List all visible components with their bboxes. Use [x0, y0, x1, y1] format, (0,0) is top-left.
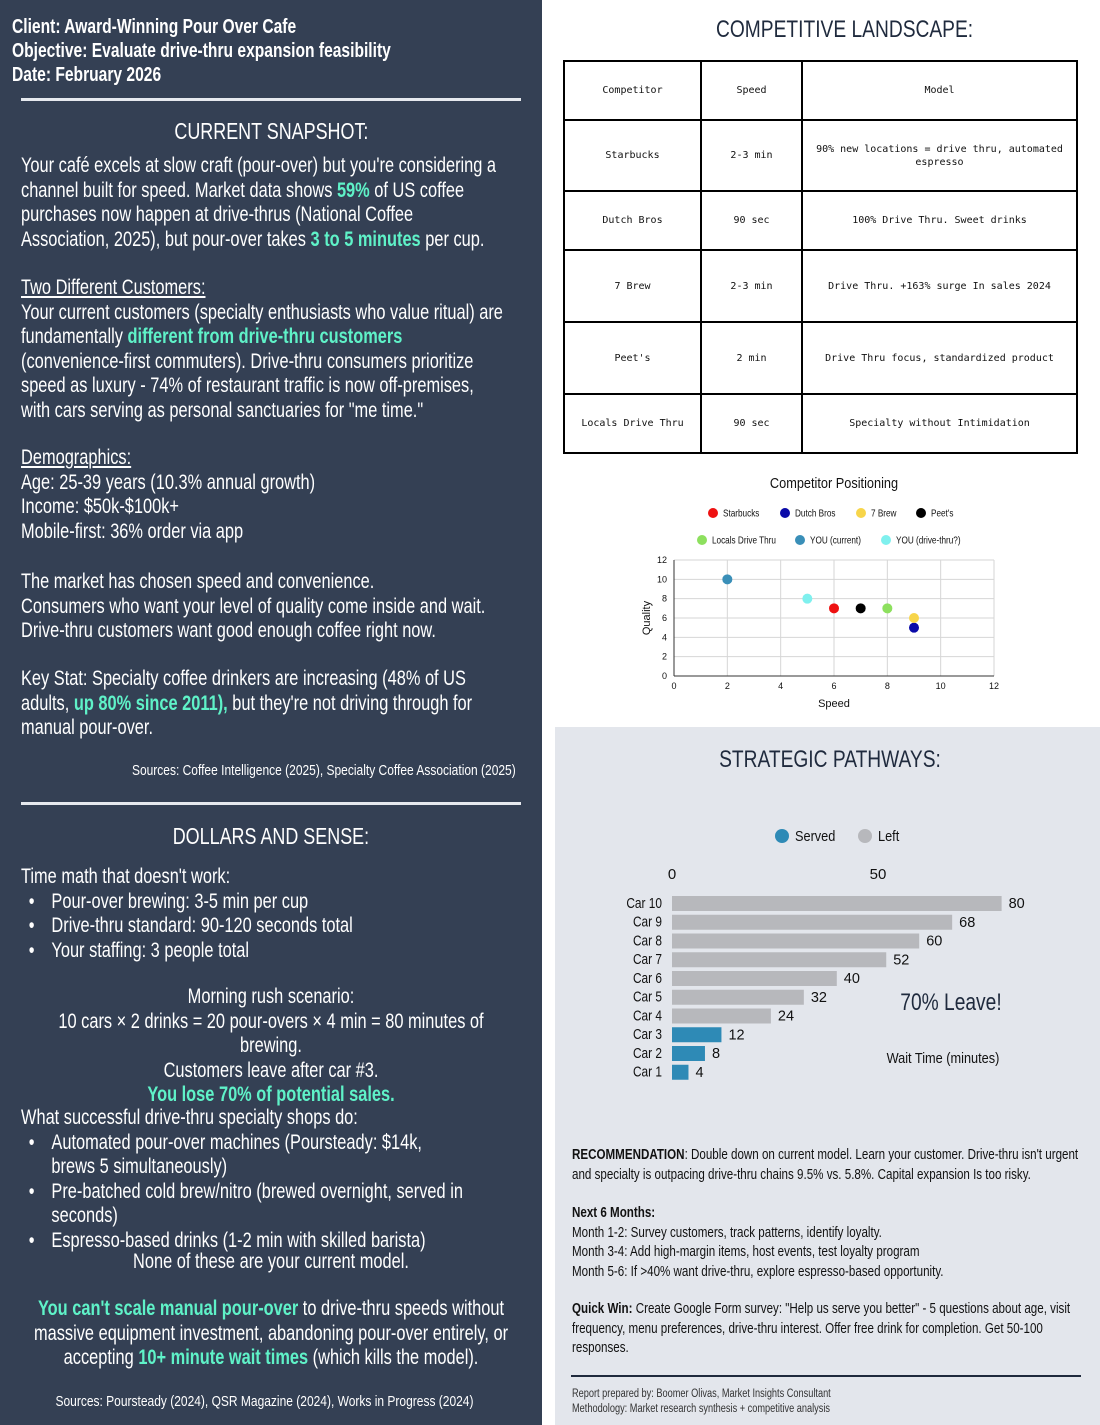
data-label: 32: [810, 989, 827, 1006]
chart-legend: [775, 827, 899, 844]
bar: [672, 990, 804, 1005]
legend-label: YOU (drive-thru?): [896, 534, 961, 546]
list-item: • Your staffing: 3 people total: [21, 939, 505, 964]
category-label: Car 6: [632, 969, 662, 987]
x-axis-label: Speed: [818, 698, 850, 710]
column-header: Speed: [701, 61, 802, 120]
category-label: Car 7: [632, 951, 662, 968]
snapshot-sources: Sources: Coffee Intelligence (2025), Specialty Coffee Association (2025): [132, 762, 516, 779]
client-line: Client: Award-Winning Pour Over Cafe: [12, 16, 297, 38]
x-tick-label: 0: [671, 681, 677, 691]
competitive-title: COMPETITIVE LANDSCAPE:: [716, 16, 974, 43]
x-tick-label: 10: [935, 681, 946, 691]
data-point: [802, 594, 812, 604]
date-line: Date: February 2026: [12, 64, 162, 86]
y-axis-label: Quality: [641, 600, 653, 636]
chart-annotation: 70% Leave!: [900, 987, 1002, 1016]
objective-line: Objective: Evaluate drive-thru expansion feasibility: [12, 40, 391, 62]
competitor-table: [563, 60, 1078, 454]
next-six-months: [572, 1204, 1092, 1282]
demographics-section: Demographics: Age: 25-39 years (10.3% annual growth) Income: $50k-$100k+ Mobile-first: 36% order via app: [21, 446, 316, 543]
bar: [672, 934, 919, 949]
x-tick-label: 8: [884, 681, 890, 691]
list-item: • Pour-over brewing: 3-5 min per cup: [21, 890, 505, 915]
legend-marker: [780, 508, 790, 518]
table-cell: 2 min: [701, 322, 802, 394]
list-item: • Espresso-based drinks (1-2 min with skilled barista): [21, 1229, 505, 1254]
market-section: The market has chosen speed and convenience. Consumers who want your level of quality come inside and wait. Drive-thru customers want good enough coffee right now.: [21, 570, 486, 642]
data-point: [882, 603, 892, 613]
y-tick-label: 12: [656, 555, 667, 565]
chart-ticks: [668, 866, 887, 883]
y-tick-label: 10: [656, 574, 667, 585]
data-label: 4: [695, 1064, 704, 1081]
data-label: 24: [777, 1008, 795, 1025]
x-tick-label: 6: [831, 681, 837, 691]
report-footer: Report prepared by: Boomer Olivas, Market Insights Consultant Methodology: Market research synthesis + competitive analysis: [572, 1388, 831, 1415]
category-label: Car 9: [632, 913, 662, 931]
strategic-pathways-panel: [555, 727, 1100, 1425]
legend-label: Peet's: [931, 507, 954, 519]
y-tick-label: 8: [661, 593, 667, 604]
divider: [571, 1375, 1081, 1377]
legend-label: 7 Brew: [871, 507, 897, 519]
table-cell: 2-3 min: [701, 250, 802, 322]
none-current-model: None of these are your current model.: [133, 1250, 409, 1273]
chart-title: Competitor Positioning: [769, 473, 899, 492]
divider: [21, 802, 521, 805]
table-header-row: [564, 61, 1077, 120]
data-label: 80: [1008, 896, 1025, 912]
chart-legend: [697, 508, 961, 546]
dollars-sources: Sources: Poursteady (2024), QSR Magazine (2024), Works in Progress (2024): [55, 1393, 473, 1410]
left-panel: [0, 0, 542, 1425]
bar: [672, 1065, 688, 1080]
table-row: [564, 322, 1077, 394]
chart-points: [722, 574, 919, 632]
x-tick-label: 2: [724, 681, 730, 691]
shops-section: [21, 1106, 505, 1253]
column-header: Competitor: [564, 61, 701, 120]
customers-heading: Two Different Customers:: [21, 276, 206, 299]
category-label: Car 8: [632, 932, 662, 949]
legend-marker: [858, 829, 872, 843]
customers-section: Two Different Customers: Your current customers (specialty enthusiasts who value ritual) are fundamentally different from drive-thru customers (convenience-first commuters). Drive-thru consumers prioritize speed as luxury - 74% of restaurant traffic is now off-premises, with cars serving as personal sanctuaries for "me time.": [21, 276, 503, 422]
shops-heading: What successful drive-thru specialty shops do:: [21, 1106, 358, 1129]
legend-label: Locals Drive Thru: [712, 534, 776, 546]
column-header: Model: [802, 61, 1077, 120]
table-cell: 100% Drive Thru. Sweet drinks: [802, 191, 1077, 250]
dollars-title: DOLLARS AND SENSE:: [172, 823, 370, 849]
list-item: • Drive-thru standard: 90-120 seconds total: [21, 914, 505, 939]
table-cell: Peet's: [564, 322, 701, 394]
y-tick-label: 2: [661, 651, 667, 662]
time-math-heading: Time math that doesn't work:: [21, 865, 231, 888]
table-cell: Specialty without Intimidation: [802, 394, 1077, 453]
legend-marker: [795, 535, 805, 545]
y-tick-label: 6: [661, 613, 667, 623]
legend-marker: [697, 535, 707, 545]
table-row: [564, 394, 1077, 453]
category-label: Car 10: [626, 894, 662, 912]
x-tick-label: 12: [988, 681, 1000, 691]
table-cell: Dutch Bros: [564, 191, 701, 250]
x-tick-label: 0: [667, 866, 677, 883]
table-row: [564, 191, 1077, 250]
data-point: [856, 603, 866, 613]
x-tick-label: 4: [778, 681, 784, 691]
legend-label: Served: [795, 826, 836, 845]
list-item: • Automated pour-over machines (Poursteady: $14k, brews 5 simultaneously): [21, 1131, 450, 1180]
data-label: 60: [926, 933, 943, 950]
time-math-section: [21, 865, 505, 963]
list-item: • Pre-batched cold brew/nitro (brewed overnight, served in seconds): [21, 1180, 505, 1229]
demographics-heading: Demographics:: [21, 446, 132, 469]
list-item: Month 3-4: Add high-margin items, host events, test loyalty program: [572, 1244, 920, 1260]
bar: [672, 1009, 771, 1024]
table-cell: Drive Thru. +163% surge In sales 2024: [802, 250, 1077, 322]
recommendation: RECOMMENDATION: Double down on current model. Learn your customer. Drive-thru isn't urgent and specialty is outpacing drive-thru chains 9.5% vs. 5.8%. Capital expansion Is too risky.: [572, 1147, 1079, 1183]
table-row: [564, 120, 1077, 191]
chart-ticks: [657, 555, 999, 691]
chart-grid: [674, 560, 994, 676]
scale-statement: You can't scale manual pour-over to drive-thru speeds without massive equipment investment, abandoning pour-over entirely, or accepting 10+ minute wait times (which kills the model).: [33, 1297, 509, 1369]
legend-marker: [856, 508, 866, 518]
data-point: [829, 603, 839, 613]
x-axis-label: Wait Time (minutes): [886, 1048, 1000, 1067]
legend-label: YOU (current): [810, 534, 861, 546]
x-tick-label: 50: [869, 866, 887, 883]
data-label: 12: [728, 1027, 745, 1044]
snapshot-intro: Your café excels at slow craft (pour-over) but you're considering a channel built for speed. Market data shows 59% of US coffee purchases now happen at drive-thrus (National Coffee Association, 2025), but pour-over takes 3 to 5 minutes per cup.: [21, 154, 497, 251]
bar: [672, 915, 952, 930]
table-cell: 90% new locations = drive thru, automated espresso: [802, 120, 1077, 191]
bar: [672, 1027, 721, 1042]
rush-scenario: Morning rush scenario: 10 cars × 2 drinks = 20 pour-overs × 4 min = 80 minutes of brewing. Customers leave after car #3. You lose 70% of potential sales.: [58, 985, 484, 1106]
legend-marker: [881, 535, 891, 545]
table-cell: Locals Drive Thru: [564, 394, 701, 453]
legend-label: Starbucks: [723, 507, 760, 519]
list-item: Month 5-6: If >40% want drive-thru, explore espresso-based opportunity.: [572, 1263, 944, 1280]
category-label: Car 1: [632, 1063, 662, 1081]
category-label: Car 5: [632, 988, 662, 1006]
legend-marker: [708, 508, 718, 518]
wait-time-chart: [555, 727, 1100, 1107]
table-cell: 90 sec: [701, 191, 802, 250]
table-cell: 7 Brew: [564, 250, 701, 322]
competitor-positioning-chart: [560, 465, 1100, 720]
table-cell: Starbucks: [564, 120, 701, 191]
next-heading: Next 6 Months:: [572, 1205, 656, 1221]
legend-label: Left: [878, 826, 900, 845]
shops-list: [21, 1131, 505, 1254]
bar: [672, 1046, 705, 1061]
data-point: [909, 623, 919, 633]
snapshot-title: CURRENT SNAPSHOT:: [173, 118, 369, 144]
data-label: 8: [711, 1046, 721, 1062]
legend-marker: [916, 508, 926, 518]
y-tick-label: 0: [661, 671, 667, 681]
time-math-list: [21, 890, 505, 964]
y-tick-label: 4: [661, 632, 667, 643]
bar: [672, 952, 886, 967]
category-label: Car 3: [632, 1026, 662, 1043]
table-cell: 2-3 min: [701, 120, 802, 191]
legend-label: Dutch Bros: [795, 507, 836, 519]
data-label: 40: [843, 971, 860, 987]
table-cell: 90 sec: [701, 394, 802, 453]
data-label: 68: [959, 914, 976, 931]
bar: [672, 971, 837, 986]
quick-win: Quick Win: Create Google Form survey: "Help us serve you better" - 5 questions about age, visit frequency, menu preferences, drive-thru interest. Offer free drink for completion. Get 50-100 responses.: [572, 1301, 1071, 1356]
data-point: [909, 613, 919, 623]
category-label: Car 4: [632, 1007, 662, 1024]
list-item: Month 1-2: Survey customers, track patterns, identify loyalty.: [572, 1224, 882, 1241]
table-row: [564, 250, 1077, 322]
legend-marker: [775, 829, 789, 843]
divider: [21, 98, 521, 101]
data-label: 52: [893, 952, 910, 969]
key-stat: Key Stat: Specialty coffee drinkers are increasing (48% of US adults, up 80% since 2011), but they're not driving through for manual pour-over.: [21, 667, 473, 739]
category-label: Car 2: [632, 1044, 662, 1062]
bar: [672, 896, 1002, 911]
table-cell: Drive Thru focus, standardized product: [802, 322, 1077, 394]
chart-title: STRATEGIC PATHWAYS:: [719, 744, 941, 773]
data-point: [722, 574, 732, 584]
